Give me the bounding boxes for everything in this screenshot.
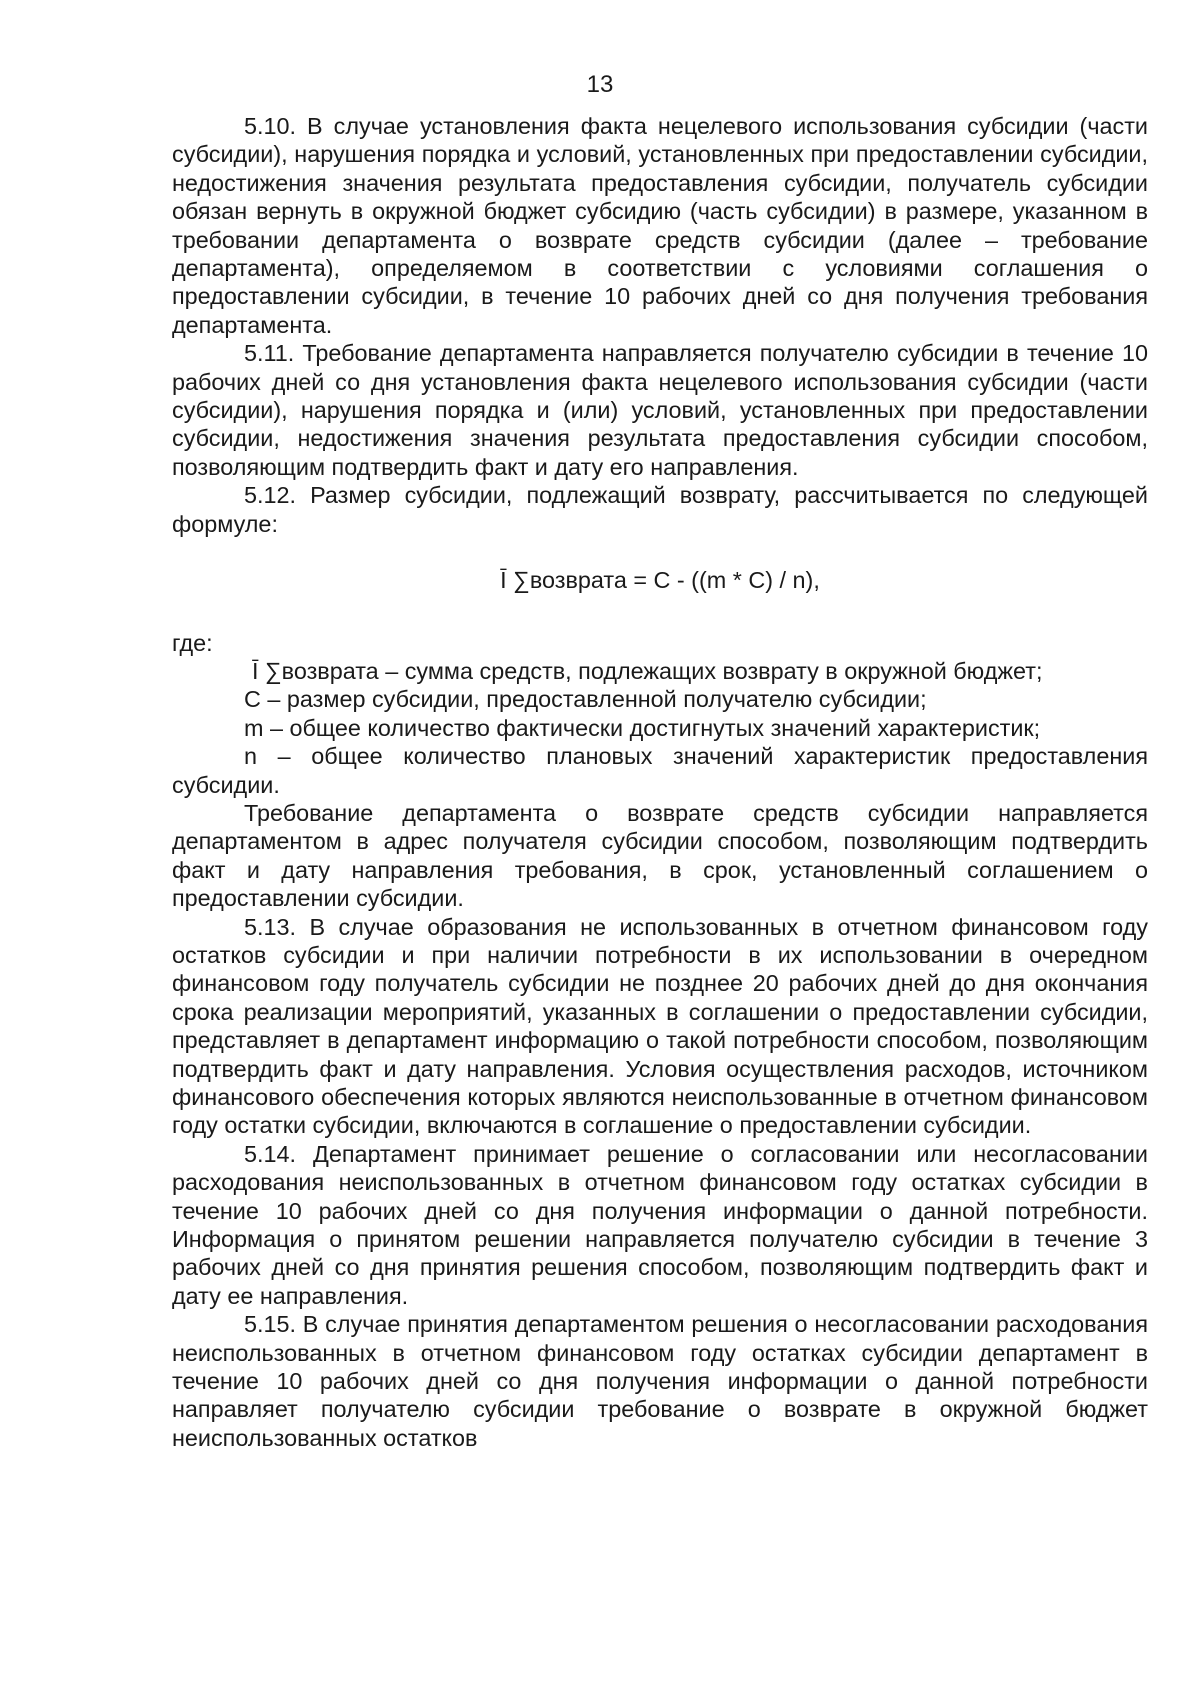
where-label: где: xyxy=(172,629,213,656)
paragraph-5-11: 5.11. Требование департамента направляется получателю субсидии в течение 10 рабочих дней со дня установления факта нецелевого использования субсидии (части субсидии), нарушения порядка и (или) условий, установленных при предоставлении субсидии, недостижения значения результата предоставления субсидии способом, позволяющим подтвердить факт и дату его направления. xyxy=(172,340,1148,480)
definition-m: m – общее количество фактически достигнутых значений характеристик; xyxy=(244,714,1041,741)
page-number: 13 xyxy=(586,71,614,98)
paragraph-5-13: 5.13. В случае образования не использованных в отчетном финансовом году остатков субсидии и при наличии потребности в их использовании в очередном финансовом году получатель субсидии не позднее 20 рабочих дней до дня окончания срока реализации мероприятий, указанных в соглашении о предоставлении субсидии, представляет в департамент информацию о такой потребности способом, позволяющим подтвердить факт и дату направления. Условия осуществления расходов, источником финансового обеспечения которых являются неиспользованные в отчетном финансовом году остатки субсидии, включаются в соглашение о предоставлении субсидии. xyxy=(172,913,1148,1139)
definition-c: C – размер субсидии, предоставленной получателю субсидии; xyxy=(244,686,927,713)
paragraph-5-12: 5.12. Размер субсидии, подлежащий возврату, рассчитывается по следующей формуле: xyxy=(172,482,1148,537)
paragraph-5-10: 5.10. В случае установления факта нецелевого использования субсидии (части субсидии), нарушения порядка и условий, установленных при предоставлении субсидии, недостижения значения результата предоставления субсидии, получатель субсидии обязан вернуть в окружной бюджет субсидию (часть субсидии) в размере, указанном в требовании департамента о возврате средств субсидии (далее – требование департамента), определяемом в соответствии с условиями соглашения о предоставлении субсидии, в течение 10 рабочих дней со дня получения требования департамента. xyxy=(172,113,1148,338)
paragraph-5-14: 5.14. Департамент принимает решение о согласовании или несогласовании расходования неиспользованных в отчетном финансовом году остатках субсидии в течение 10 рабочих дней со дня получения информации о данной потребности. Информация о принятом решении направляется получателю субсидии в течение 3 рабочих дней со дня принятия решения способом, позволяющим подтвердить факт и дату ее направления. xyxy=(172,1140,1148,1309)
paragraph-5-15: 5.15. В случае принятия департаментом решения о несогласовании расходования неиспользованных в отчетном финансовом году остатках субсидии департамент в течение 10 рабочих дней со дня получения информации о данной потребности направляет получателю субсидии требование о возврате в окружной бюджет неиспользованных остатков xyxy=(172,1311,1148,1451)
document-body xyxy=(172,112,1148,1452)
definition-sum: Ῑ ∑возврата – сумма средств, подлежащих возврату в окружной бюджет; xyxy=(252,657,1043,684)
definition-n: n – общее количество плановых значений характеристик предоставления субсидии. xyxy=(172,743,1148,798)
paragraph-requirement: Требование департамента о возврате средств субсидии направляется департаментом в адрес получателя субсидии способом, позволяющим подтвердить факт и дату направления требования, в срок, установленный соглашением о предоставлении субсидии. xyxy=(172,799,1148,912)
formula: Ῑ ∑возврата = C - ((m * C) / n), xyxy=(500,567,820,594)
